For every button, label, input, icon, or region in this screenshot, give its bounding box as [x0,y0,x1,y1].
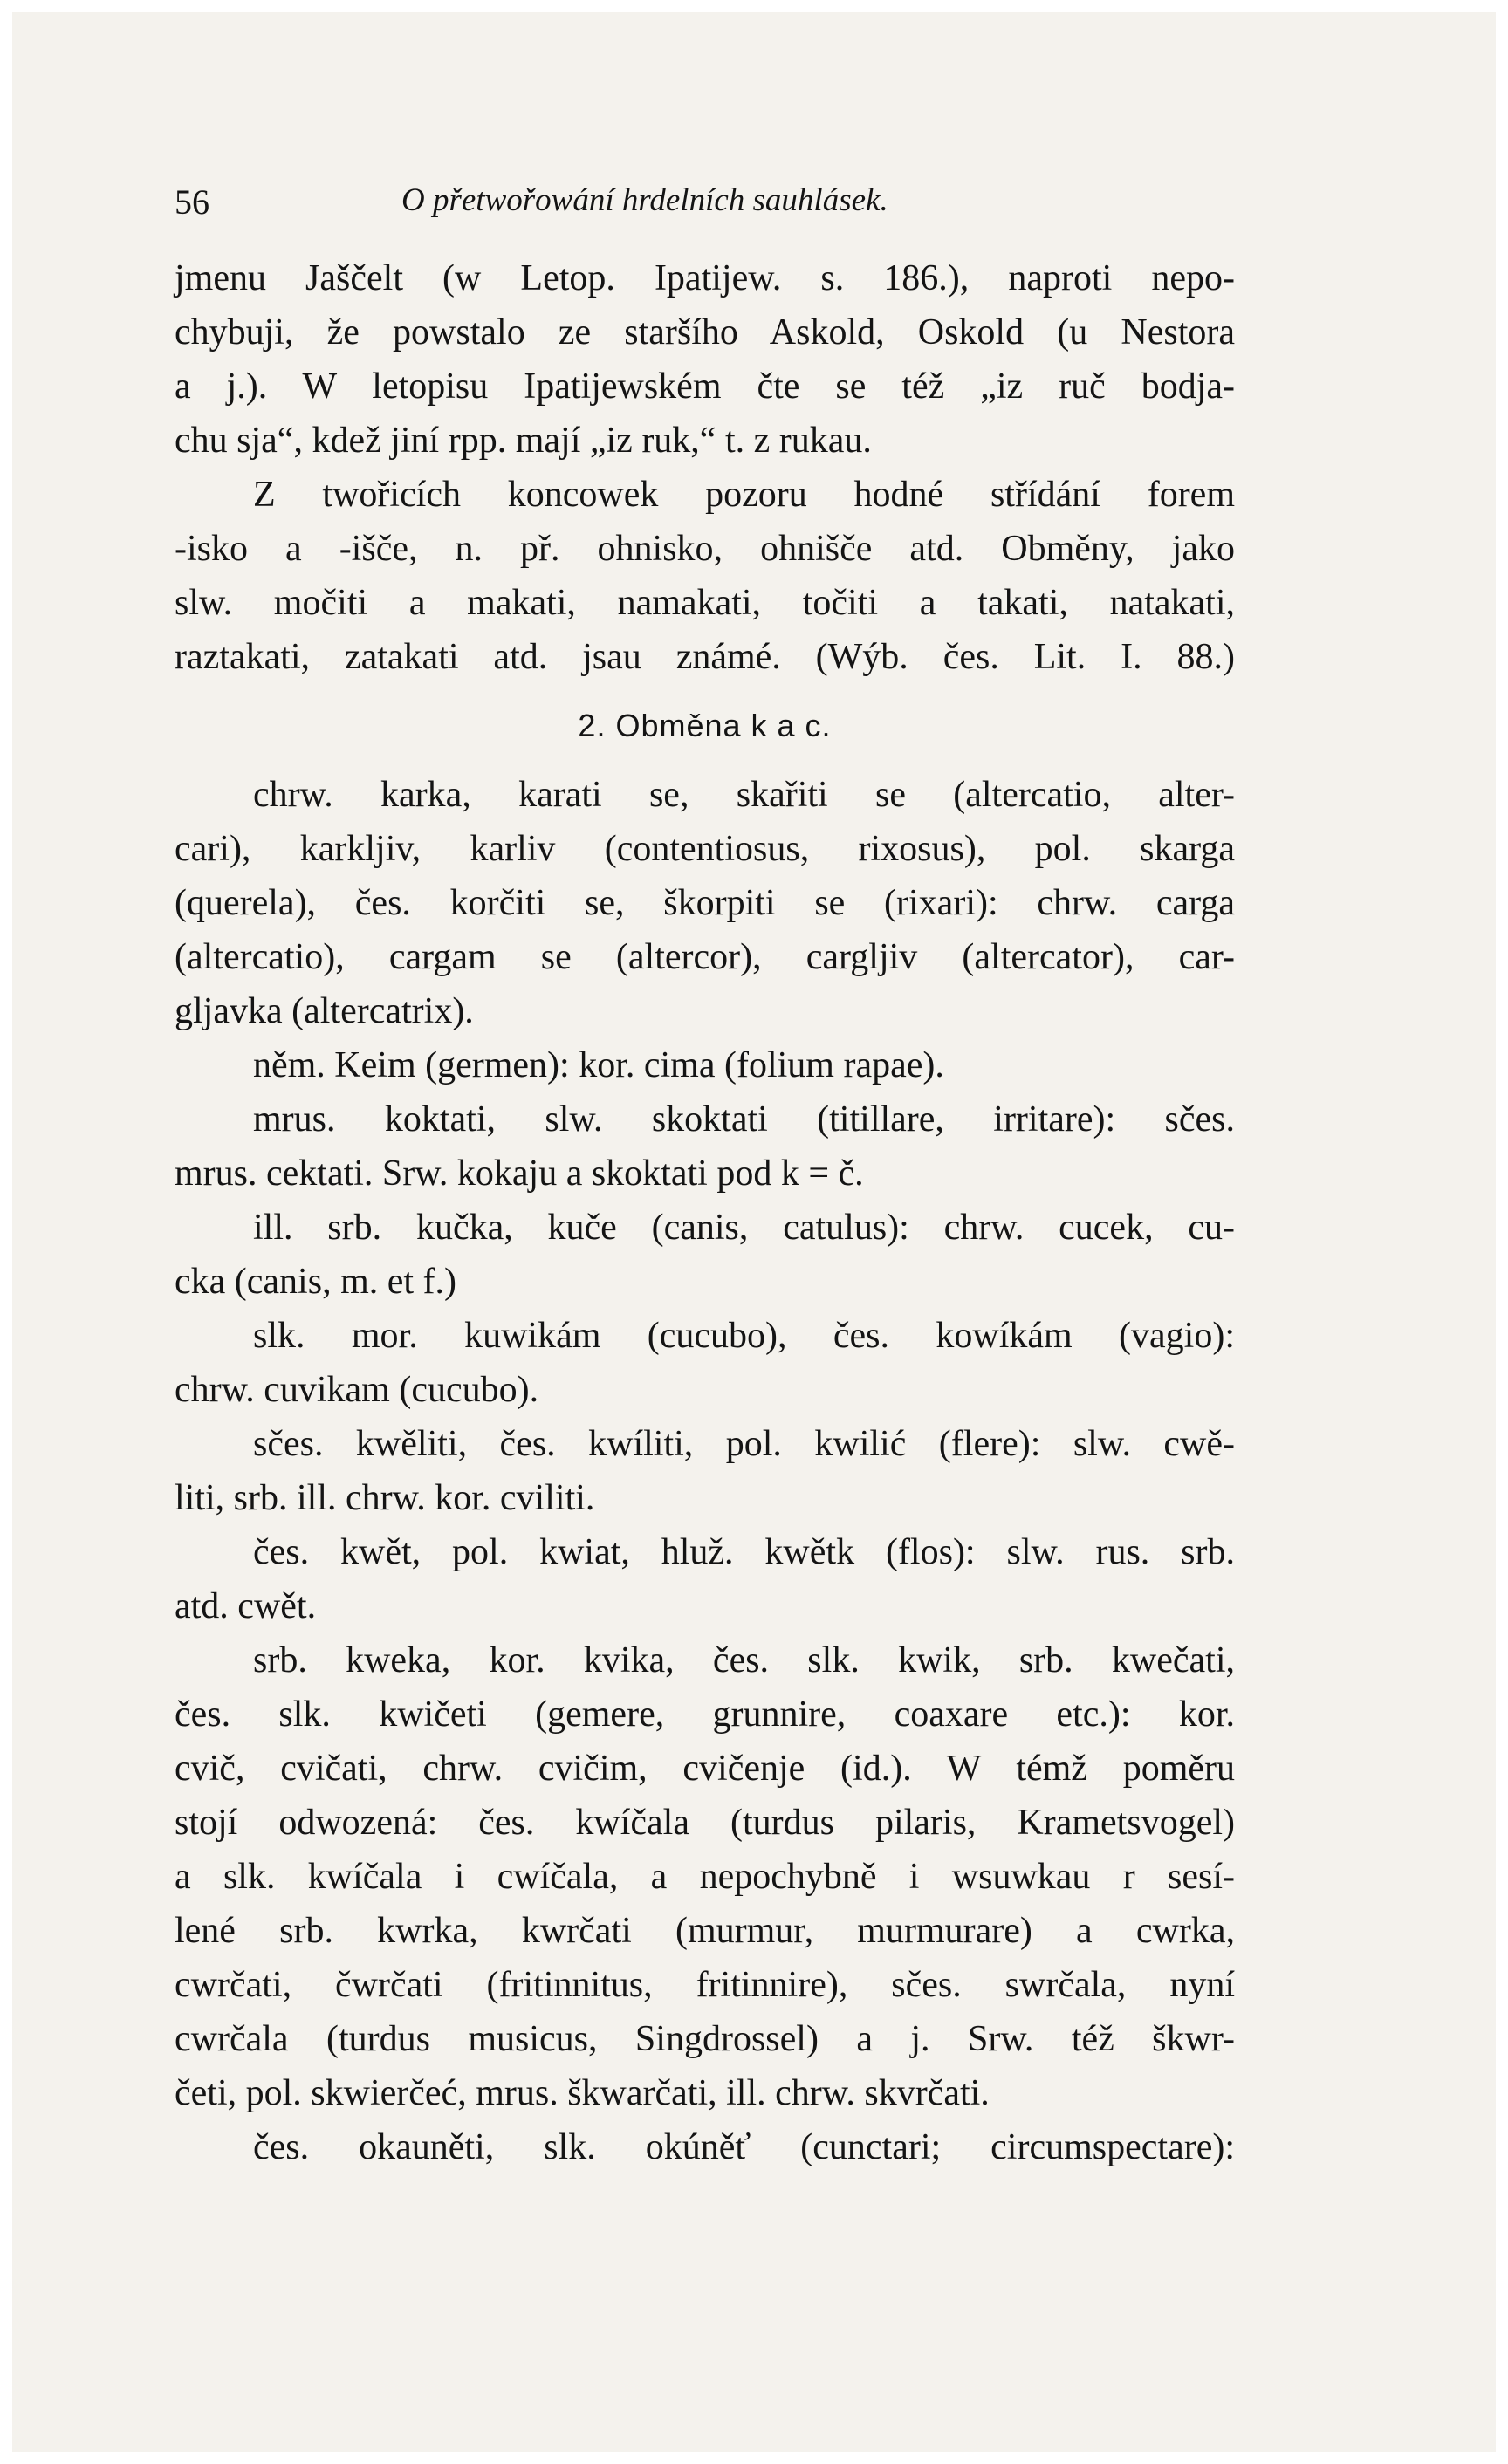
paragraph-7 [175,1417,1235,1525]
text-line: Z twořicích koncowek pozoru hodné střídání forem [253,475,1235,515]
text-line: chrw. cuvikam (cucubo). [175,1370,539,1410]
paragraph-3 [175,1038,1235,1092]
text-line: cwrčala (turdus musicus, Singdrossel) a j. Srw. též škwr- [175,2019,1235,2059]
text-line: raztakati, zatakati atd. jsau známé. (Wýb. čes. Lit. I. 88.) [175,637,1235,677]
section-heading: 2. Obměna k a c. [578,708,832,743]
text-line: (altercatio), cargam se (altercor), cargljiv (altercator), car- [175,937,1235,977]
text-line: cvič, cvičati, chrw. cvičim, cvičenje (id.). W témž poměru [175,1749,1235,1789]
paragraph-1 [175,251,1235,684]
text-line: lené srb. kwrka, kwrčati (murmur, murmurare) a cwrka, [175,1911,1235,1951]
text-line: slw. močiti a makati, namakati, točiti a takati, natakati, [175,583,1235,623]
text-line: mrus. cektati. Srw. kokaju a skoktati pod k = č. [175,1153,864,1194]
text-line: srb. kweka, kor. kvika, čes. slk. kwik, srb. kwečati, [253,1640,1235,1680]
paragraph-6 [175,1309,1235,1417]
text-line: chrw. karka, karati se, skařiti se (altercatio, alter- [253,775,1235,815]
text-line: mrus. koktati, slw. skoktati (titillare, irritare): sčes. [253,1099,1235,1140]
text-line: čes. okauněti, slk. okúněť (cunctari; circumspectare): [253,2127,1235,2167]
text-line: liti, srb. ill. chrw. kor. cviliti. [175,1478,595,1518]
text-line: cka (canis, m. et f.) [175,1262,457,1302]
text-line: sčes. kwěliti, čes. kwíliti, pol. kwilić (flere): slw. cwě- [253,1424,1235,1464]
paragraph-2 [175,768,1235,1038]
page-number: 56 [175,182,209,222]
paragraph-8 [175,1525,1235,1633]
text-line: chybuji, že powstalo ze staršího Askold, Oskold (u Nestora [175,312,1235,352]
text-line: cari), karkljiv, karliv (contentiosus, rixosus), pol. skarga [175,829,1235,869]
text-line: gljavka (altercatrix). [175,991,474,1031]
paragraph-4 [175,1092,1235,1201]
paragraph-9 [175,1633,1235,2120]
text-line: atd. cwět. [175,1586,317,1626]
text-line: ill. srb. kučka, kuče (canis, catulus): chrw. cucek, cu- [253,1208,1235,1248]
text-line: cwrčati, čwrčati (fritinnitus, fritinnire), sčes. swrčala, nyní [175,1965,1235,2005]
running-title: O přetwořowání hrdelních sauhlásek. [401,182,888,218]
text-line: jmenu Jaščelt (w Letop. Ipatijew. s. 186.), naproti nepo- [175,258,1235,298]
text-line: něm. Keim (germen): kor. cima (folium rapae). [253,1045,944,1085]
text-line: stojí odwozená: čes. kwíčala (turdus pilaris, Krametsvogel) [175,1803,1235,1843]
text-line: četi, pol. skwierčeć, mrus. škwarčati, ill. chrw. skvrčati. [175,2073,990,2113]
page-header [175,181,1235,234]
text-line: a j.). W letopisu Ipatijewském čte se též „iz ruč bodja- [175,366,1235,407]
paragraph-10 [175,2120,1235,2174]
text-line: chu sja“, kdež jiní rpp. mají „iz ruk,“ t. z rukau. [175,421,872,461]
text-line: -isko a -išče, n. př. ohnisko, ohnišče atd. Obměny, jako [175,529,1235,569]
text-line: slk. mor. kuwikám (cucubo), čes. kowíkám (vagio): [253,1316,1235,1356]
body-text [175,251,1235,2174]
text-line: čes. kwět, pol. kwiat, hluž. kwětk (flos): slw. rus. srb. [253,1532,1235,1572]
text-line: a slk. kwíčala i cwíčala, a nepochybně i wsuwkau r sesí- [175,1857,1235,1897]
text-line: (querela), čes. korčiti se, škorpiti se (rixari): chrw. carga [175,883,1235,923]
paragraph-5 [175,1201,1235,1309]
text-line: čes. slk. kwičeti (gemere, grunnire, coaxare etc.): kor. [175,1694,1235,1735]
